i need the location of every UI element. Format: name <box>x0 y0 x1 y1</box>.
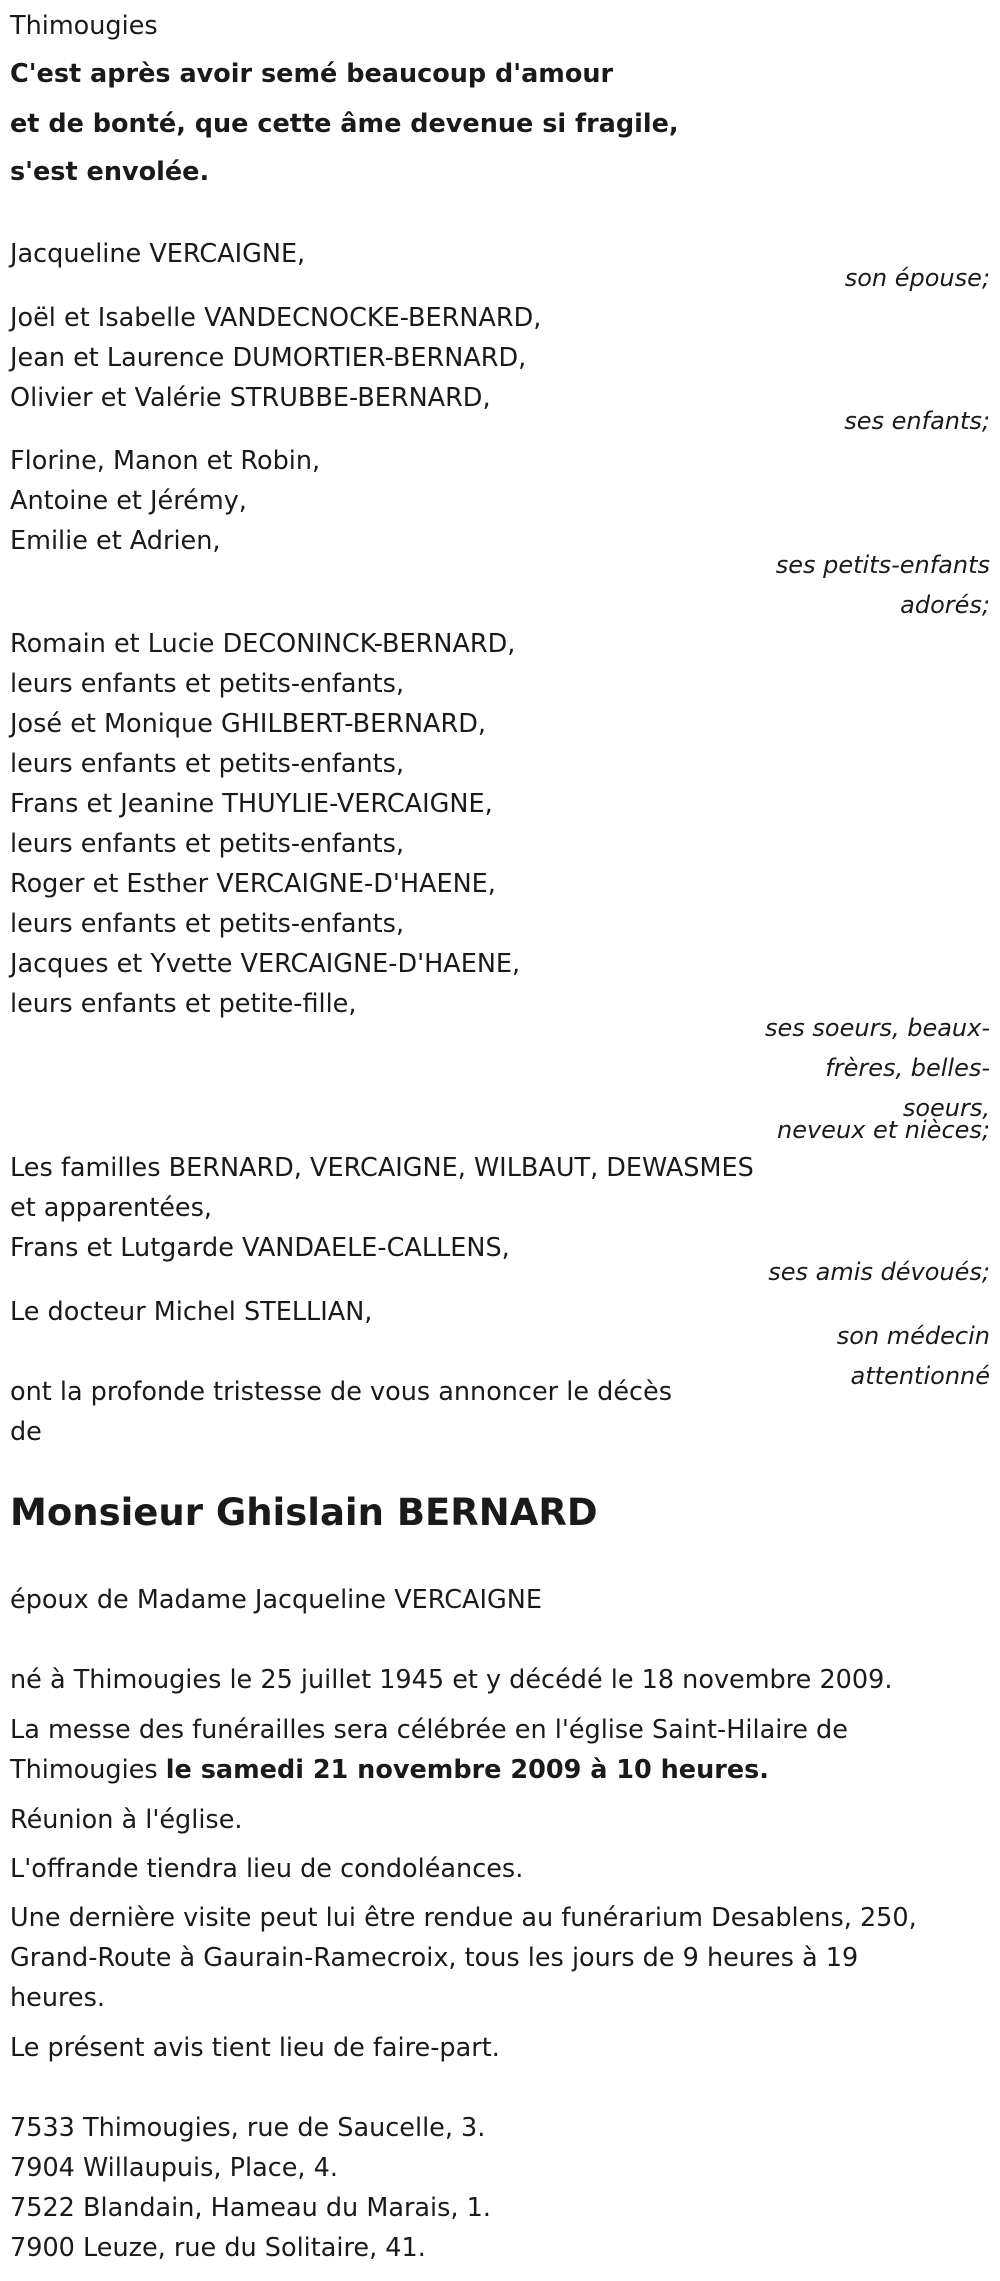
grandchildren-role: adorés; <box>900 591 990 619</box>
funeral-date: le samedi 21 novembre 2009 à 10 heures. <box>165 1755 769 1785</box>
friends-line: Les familles BERNARD, VERCAIGNE, WILBAUT, DEWASMES <box>10 1153 754 1183</box>
funeral-line <box>10 1750 769 1790</box>
spouse-of: époux de Madame Jacqueline VERCAIGNE <box>10 1585 542 1615</box>
funeral-line: La messe des funérailles sera célébrée en l'église Saint-Hilaire de <box>10 1715 848 1745</box>
siblings-role: ses soeurs, beaux- <box>765 1014 990 1042</box>
announcement-line: de <box>10 1417 42 1447</box>
visit-line: Une dernière visite peut lui être rendue au funérarium Desablens, 250, <box>10 1903 917 1933</box>
child-line: Jean et Laurence DUMORTIER-BERNARD, <box>10 343 527 373</box>
visit-line: heures. <box>10 1983 106 2013</box>
doctor-role: son médecin <box>836 1322 990 1350</box>
epitaph-line: C'est après avoir semé beaucoup d'amour <box>10 59 614 89</box>
siblings-role: frères, belles- <box>825 1054 990 1082</box>
spouse-name: Jacqueline VERCAIGNE, <box>10 239 306 269</box>
sibling-line: leurs enfants et petits-enfants, <box>10 669 405 699</box>
children-role: ses enfants; <box>844 407 990 435</box>
sibling-line: leurs enfants et petits-enfants, <box>10 829 405 859</box>
sibling-line: Roger et Esther VERCAIGNE-D'HAENE, <box>10 869 496 899</box>
birth-death: né à Thimougies le 25 juillet 1945 et y décédé le 18 novembre 2009. <box>10 1665 893 1695</box>
sibling-line: leurs enfants et petite-fille, <box>10 989 357 1019</box>
funeral-place: Thimougies <box>10 1755 166 1785</box>
sibling-line: leurs enfants et petits-enfants, <box>10 749 405 779</box>
friends-role: ses amis dévoués; <box>768 1258 990 1286</box>
sibling-line: Jacques et Yvette VERCAIGNE-D'HAENE, <box>10 949 521 979</box>
sibling-line: José et Monique GHILBERT-BERNARD, <box>10 709 486 739</box>
address-line: 7533 Thimougies, rue de Saucelle, 3. <box>10 2113 486 2143</box>
notice: Le présent avis tient lieu de faire-part. <box>10 2033 500 2063</box>
siblings-role: soeurs, <box>902 1094 990 1122</box>
spouse-role: son épouse; <box>844 264 990 292</box>
doctor-role: attentionné <box>850 1362 990 1390</box>
meeting: Réunion à l'église. <box>10 1805 243 1835</box>
sibling-line: leurs enfants et petits-enfants, <box>10 909 405 939</box>
address-line: 7522 Blandain, Hameau du Marais, 1. <box>10 2193 491 2223</box>
sibling-line: Frans et Jeanine THUYLIE-VERCAIGNE, <box>10 789 493 819</box>
child-line: Olivier et Valérie STRUBBE-BERNARD, <box>10 383 491 413</box>
grandchild-line: Florine, Manon et Robin, <box>10 446 321 476</box>
friends-line: Frans et Lutgarde VANDAELE-CALLENS, <box>10 1233 510 1263</box>
epitaph-line: s'est envolée. <box>10 157 210 187</box>
friends-line: et apparentées, <box>10 1193 212 1223</box>
grandchildren-role: ses petits-enfants <box>775 551 990 579</box>
child-line: Joël et Isabelle VANDECNOCKE-BERNARD, <box>10 303 542 333</box>
sibling-line: Romain et Lucie DECONINCK-BERNARD, <box>10 629 516 659</box>
address-line: 7904 Willaupuis, Place, 4. <box>10 2153 338 2183</box>
doctor-name: Le docteur Michel STELLIAN, <box>10 1297 373 1327</box>
grandchild-line: Antoine et Jérémy, <box>10 486 247 516</box>
announcement-line: ont la profonde tristesse de vous annoncer le décès <box>10 1377 673 1407</box>
offering: L'offrande tiendra lieu de condoléances. <box>10 1854 524 1884</box>
epitaph-line: et de bonté, que cette âme devenue si fragile, <box>10 109 679 139</box>
locality: Thimougies <box>10 11 158 41</box>
address-line: 7900 Leuze, rue du Solitaire, 41. <box>10 2233 426 2263</box>
siblings-role: neveux et nièces; <box>777 1116 990 1144</box>
deceased-name: Monsieur Ghislain BERNARD <box>10 1491 598 1534</box>
visit-line: Grand-Route à Gaurain-Ramecroix, tous les jours de 9 heures à 19 <box>10 1943 859 1973</box>
grandchild-line: Emilie et Adrien, <box>10 526 221 556</box>
